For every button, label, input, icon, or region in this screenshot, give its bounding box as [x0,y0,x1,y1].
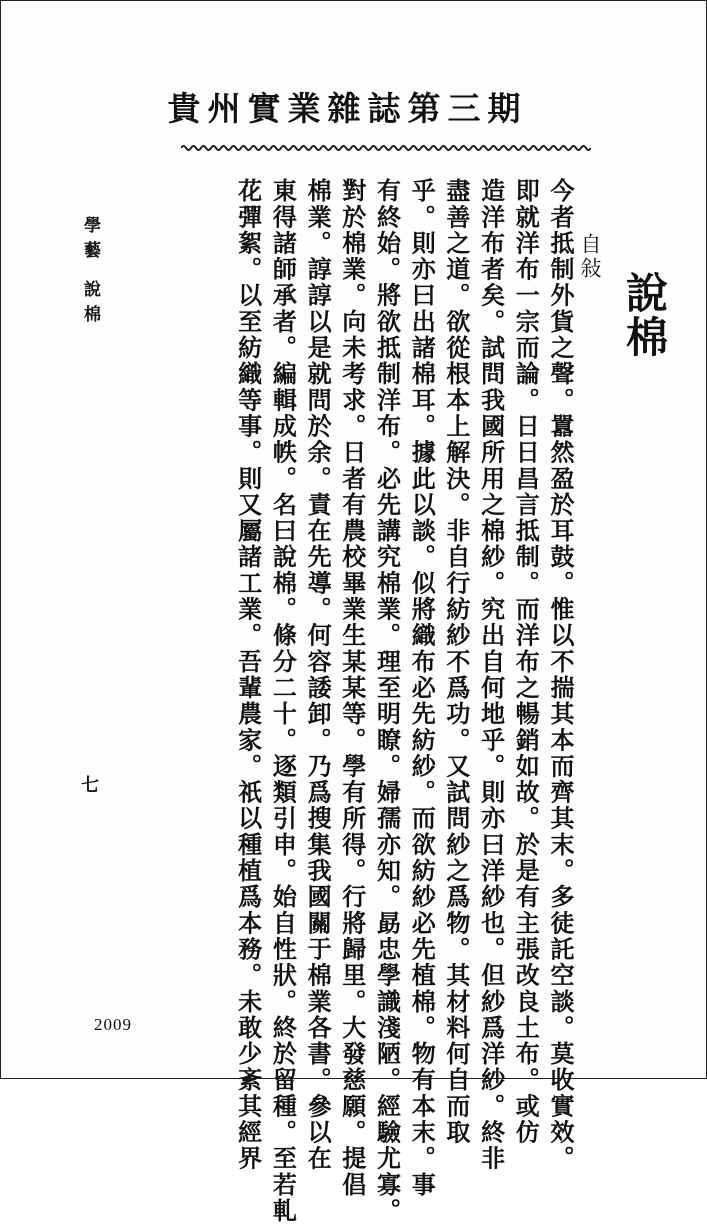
running-head-number: 七 [81,775,99,796]
text-column: 乎。則亦曰出諸棉耳。據此以談。似將織布必先紡紗。而欲紡紗必先植棉。物有本末。事 [407,178,437,1198]
page-number: 2009 [94,1015,132,1034]
text-column: 對於棉業。向未考求。日者有農校畢業生某某等。學有所得。行將歸里。大發慈願。提倡 [337,178,367,1198]
text-column: 造洋布者矣。試問我國所用之棉紗。究出自何地乎。則亦曰洋紗也。但紗爲洋紗。終非 [476,178,506,1172]
article-title: 說棉 [620,271,669,359]
article-body [127,178,577,1224]
text-column: 盡善之道。欲從根本上解決。非自行紡紗不爲功。又試問紗之爲物。其材料何自而取 [441,178,471,1146]
text-column: 有終始。將欲抵制洋布。必先講究棉業。理至明瞭。婦孺亦知。勗忠學識淺陋。經驗尤寡。 [372,178,402,1224]
text-column: 今者抵制外貨之聲。囂然盈於耳鼓。惟以不揣其本而齊其末。多徒託空談。莫收實效。 [546,178,575,1172]
text-column: 東得諸師承者。編輯成帙。名曰說棉。條分二十。逐類引申。始自性狀。終於留種。至若軋 [268,178,298,1224]
text-column: 棉業。諄諄以是就問於余。責在先導。何容諉卸。乃爲搜集我國關于棉業各書。參以在 [303,178,333,1172]
text-column: 即就洋布一宗而論。日日昌言抵制。而洋布之暢銷如故。於是有主張改良土布。或仿 [511,178,541,1146]
section-heading: 自敍 [578,233,602,281]
wavy-rule [181,143,591,153]
journal-header: 貴州實業雜誌第三期 [167,89,528,128]
text-column: 花彈絮。以至紡織等事。則又屬諸工業。吾輩農家。祇以種植爲本務。未敢少紊其經界 [233,178,263,1172]
running-head: 學藝 說棉 [80,216,100,330]
